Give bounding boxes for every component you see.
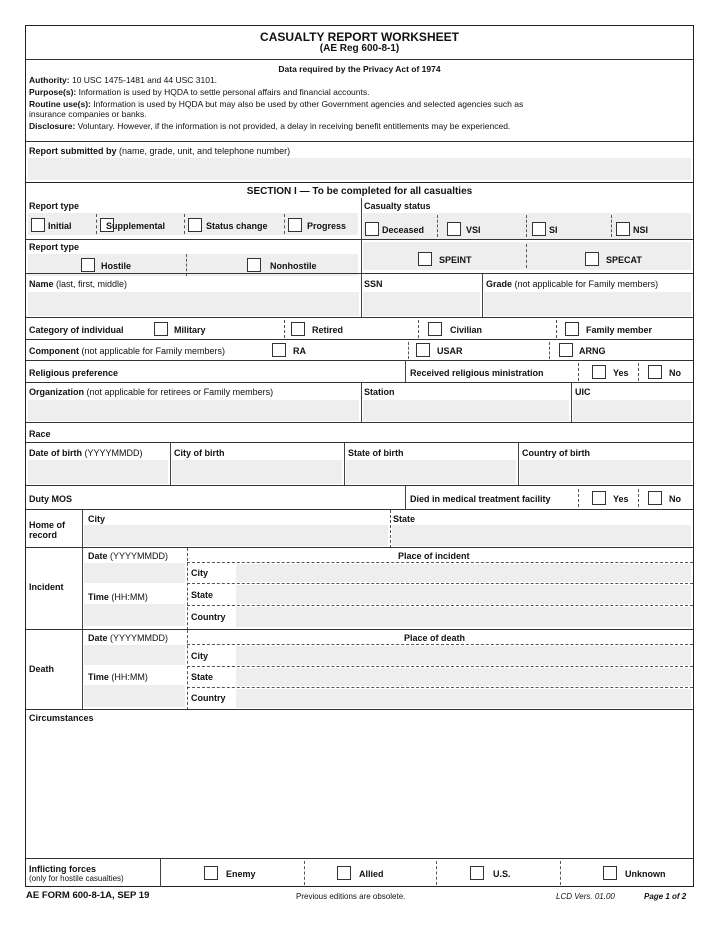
inflicting-enemy-label: Enemy [226,869,256,879]
form-subtitle: (AE Reg 600-8-1) [319,43,400,54]
uic-field[interactable] [573,400,691,421]
death-time-label: Time (HH:MM) [88,672,148,682]
religion-row [26,360,693,382]
status-vsi-checkbox[interactable] [447,222,461,236]
incident-time-label: Time (HH:MM) [88,592,148,602]
home-city-label: City [88,514,106,524]
name-field[interactable] [28,292,359,316]
privacy-act-section [26,59,693,141]
dob-label: Date of birth (YYYYMMDD) [29,448,143,458]
category-military-checkbox[interactable] [154,322,168,336]
city-of-birth-field[interactable] [172,460,342,484]
category-military-label: Military [174,325,206,335]
name-label: Name (last, first, middle) [29,279,128,289]
privacy-heading: Data required by the Privacy Act of 1974 [278,64,441,74]
category-retired-checkbox[interactable] [291,322,305,336]
death-label: Death [29,664,55,674]
died-mtf-yes-label: Yes [613,494,629,504]
status-deceased-checkbox[interactable] [365,222,379,236]
report-status-change-label: Status change [206,221,268,231]
uic-label: UIC [575,387,591,397]
ministration-label: Received religious ministration [410,368,544,378]
component-arng-label: ARNG [579,346,606,356]
incident-city-field[interactable] [236,564,691,582]
death-state-label: State [191,672,214,682]
report-status-change-checkbox[interactable] [188,218,202,232]
page-number: Page 1 of 2 [644,892,687,901]
category-civilian-label: Civilian [450,325,483,335]
report-progress-checkbox[interactable] [288,218,302,232]
purpose-line: Purpose(s): Information is used by HQDA to settle personal affairs and financial accounts. [29,87,370,97]
category-retired-label: Retired [312,325,344,335]
death-city-field[interactable] [236,646,691,665]
nonhostile-checkbox[interactable] [247,258,261,272]
inflicting-us-checkbox[interactable] [470,866,484,880]
obsolete-notice: Previous editions are obsolete. [296,892,406,901]
ssn-field[interactable] [363,292,480,316]
hostile-checkbox[interactable] [81,258,95,272]
ssn-label: SSN [364,279,383,289]
death-date-field[interactable] [84,645,185,665]
component-arng-checkbox[interactable] [559,343,573,357]
form-title: CASUALTY REPORT WORKSHEET [260,30,459,44]
report-initial-checkbox[interactable] [31,218,45,232]
grade-field[interactable] [484,292,691,316]
category-civilian-checkbox[interactable] [428,322,442,336]
component-usar-label: USAR [437,346,463,356]
place-of-death-label: Place of death [404,633,466,643]
status-deceased-label: Deceased [382,225,425,235]
died-mtf-label: Died in medical treatment facility [410,494,551,504]
report-progress-label: Progress [307,221,347,231]
incident-date-field[interactable] [84,563,185,583]
religious-preference-label: Religious preference [29,368,119,378]
incident-label: Incident [29,582,64,592]
report-supplemental-label: Supplemental [106,221,166,231]
component-usar-checkbox[interactable] [416,343,430,357]
status-vsi-label: VSI [466,225,481,235]
incident-date-label: Date (YYYYMMDD) [88,551,169,561]
inflicting-allied-checkbox[interactable] [337,866,351,880]
incident-country-field[interactable] [236,607,691,627]
inflicting-unknown-label: Unknown [625,869,666,879]
death-section [26,629,693,709]
name-row [26,273,693,317]
place-of-incident-label: Place of incident [398,551,470,561]
died-mtf-no-checkbox[interactable] [648,491,662,505]
race-row [26,422,693,442]
inflicting-unknown-checkbox[interactable] [603,866,617,880]
version-label: LCD Vers. 01.00 [556,892,615,901]
birth-row [26,442,693,485]
routine-use-line: Routine use(s): Information is used by HQDA but may also be used by other Government agencies and selected agencies such as [29,99,524,109]
component-ra-label: RA [293,346,306,356]
casualty-report-form [25,25,694,887]
nonhostile-label: Nonhostile [270,261,317,271]
status-speint-checkbox[interactable] [418,252,432,266]
incident-time-field[interactable] [84,604,185,626]
inflicting-us-label: U.S. [493,869,511,879]
routine-use-line-2: insurance companies or banks. [29,109,147,119]
status-speint-label: SPEINT [439,255,472,265]
inflicting-enemy-checkbox[interactable] [204,866,218,880]
death-country-label: Country [191,693,226,703]
organization-row [26,382,693,422]
circumstances-field[interactable] [28,725,691,855]
country-of-birth-label: Country of birth [522,448,590,458]
race-label: Race [29,429,51,439]
form-number: AE FORM 600-8-1A, SEP 19 [26,890,150,901]
ministration-no-label: No [669,368,681,378]
city-of-birth-label: City of birth [174,448,225,458]
death-state-field[interactable] [236,668,691,686]
category-label: Category of individual [29,325,124,335]
category-row [26,317,693,339]
circumstances-section [26,709,693,858]
casualty-status-label: Casualty status [364,201,431,211]
ministration-yes-checkbox[interactable] [592,365,606,379]
incident-state-field[interactable] [236,585,691,604]
report-type-2-label: Report type [29,242,80,252]
circumstances-label: Circumstances [29,713,94,723]
incident-city-label: City [191,568,209,578]
category-family-checkbox[interactable] [565,322,579,336]
incident-section [26,547,693,629]
hostile-label: Hostile [101,261,132,271]
report-type-row [26,198,693,239]
status-specat-checkbox[interactable] [585,252,599,266]
category-family-label: Family member [586,325,653,335]
component-row [26,339,693,360]
incident-state-label: State [191,590,214,600]
duty-row [26,485,693,509]
submitted-by-section [26,141,693,182]
status-nsi-label: NSI [633,225,649,235]
death-time-field[interactable] [84,685,185,707]
organization-field[interactable] [28,400,359,421]
inflicting-forces-row [26,858,693,888]
component-label: Component (not applicable for Family members) [29,346,226,356]
inflicting-allied-label: Allied [359,869,384,879]
home-label-1: Home of [29,520,65,530]
ministration-yes-label: Yes [613,368,629,378]
state-of-birth-label: State of birth [348,448,404,458]
report-type-label: Report type [29,201,80,211]
country-of-birth-field[interactable] [520,460,691,484]
home-state-label: State [393,514,416,524]
death-city-label: City [191,651,209,661]
disclosure-line: Disclosure: Voluntary. However, if the information is not provided, a delay in receiving benefit entitlements may be experienced. [29,121,511,131]
component-ra-checkbox[interactable] [272,343,286,357]
died-mtf-no-label: No [669,494,681,504]
death-country-field[interactable] [236,689,691,708]
incident-country-label: Country [191,612,226,622]
dob-field[interactable] [28,460,168,484]
section-1-header [26,182,693,198]
home-of-record-row [26,509,693,547]
home-state-field[interactable] [392,525,691,546]
station-label: Station [364,387,395,397]
submitted-by-field[interactable] [28,158,691,180]
station-field[interactable] [363,400,569,421]
death-date-label: Date (YYYYMMDD) [88,633,169,643]
status-nsi-checkbox[interactable] [616,222,630,236]
status-si-label: SI [549,225,558,235]
status-specat-label: SPECAT [606,255,642,265]
state-of-birth-field[interactable] [346,460,516,484]
died-mtf-yes-checkbox[interactable] [592,491,606,505]
status-si-checkbox[interactable] [532,222,546,236]
duty-mos-label: Duty MOS [29,494,73,504]
submitted-by-label: Report submitted by (name, grade, unit, and telephone number) [29,146,291,156]
organization-label: Organization (not applicable for retirees or Family members) [29,387,274,397]
ministration-no-checkbox[interactable] [648,365,662,379]
home-city-field[interactable] [84,525,388,546]
section-1-title: SECTION I — To be completed for all casualties [246,186,473,197]
inflicting-forces-hint: (only for hostile casualties) [29,874,124,883]
authority-line: Authority: 10 USC 1475-1481 and 44 USC 3101. [29,75,218,85]
inflicting-forces-label: Inflicting forces [29,864,97,874]
report-initial-label: Initial [48,221,72,231]
home-label-2: record [29,530,58,540]
grade-label: Grade (not applicable for Family members) [486,279,659,289]
